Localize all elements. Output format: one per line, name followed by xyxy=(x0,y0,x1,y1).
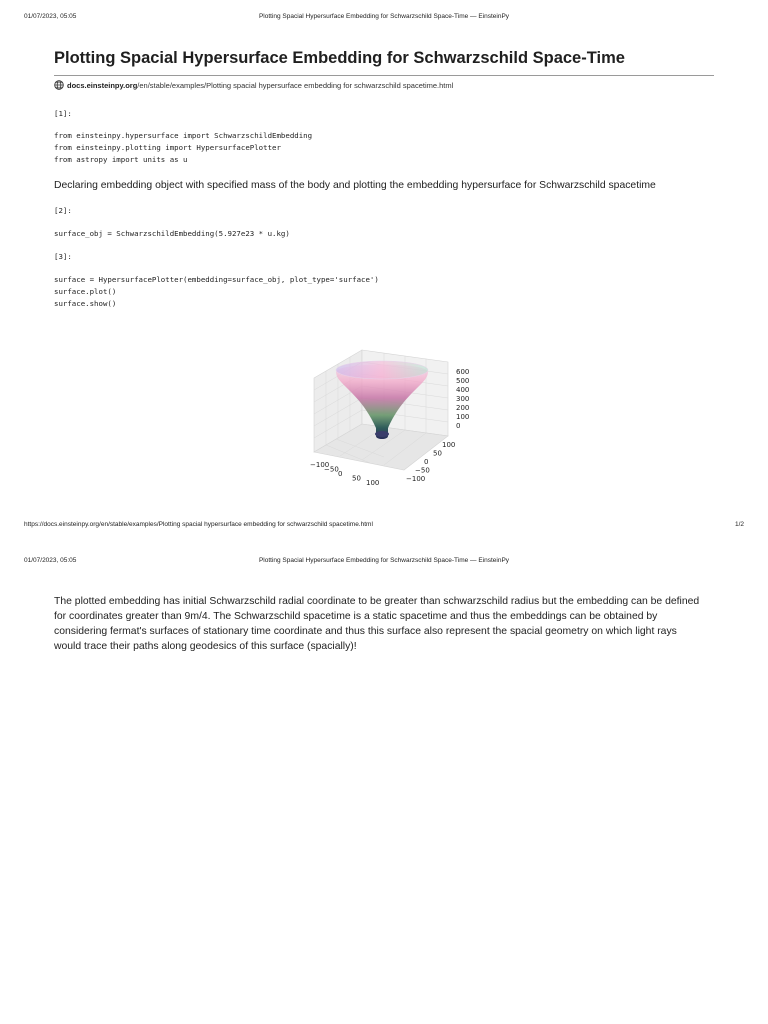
y-tick-label: 100 xyxy=(442,441,456,449)
x-tick-label: 0 xyxy=(338,470,343,478)
x-tick-label: −50 xyxy=(324,465,339,474)
z-tick-label: 200 xyxy=(456,404,470,412)
source-url[interactable] xyxy=(54,80,453,90)
cell-3-code: surface = HypersurfacePlotter(embedding=surface_obj, plot_type='surface') surface.plot() surface.show() xyxy=(54,275,379,308)
z-axis-ticks xyxy=(456,368,469,430)
page-number: 1/2 xyxy=(734,521,744,528)
y-tick-label: −50 xyxy=(415,466,430,475)
cell-2-code: surface_obj = SchwarzschildEmbedding(5.927e23 * u.kg) xyxy=(54,229,290,238)
globe-icon xyxy=(54,80,64,90)
print-date: 01/07/2023, 05:05 xyxy=(24,13,77,20)
z-tick-label: 300 xyxy=(456,395,470,403)
cell-1-prompt: [1]: xyxy=(54,109,72,118)
print-title: Plotting Spacial Hypersurface Embedding for Schwarzschild Space-Time — EinsteinPy xyxy=(258,13,510,20)
z-tick-label: 500 xyxy=(456,377,470,385)
cell-1-code: from einsteinpy.hypersurface import SchwarzschildEmbedding from einsteinpy.plotting import HypersurfacePlotter from astropy import units as u xyxy=(54,131,313,164)
y-tick-label: −100 xyxy=(406,475,426,483)
z-tick-label: 600 xyxy=(456,368,470,376)
surface-plot xyxy=(300,332,490,492)
z-tick-label: 400 xyxy=(456,386,470,394)
cell-2-prompt: [2]: xyxy=(54,206,72,215)
y-tick-label: 50 xyxy=(433,449,442,458)
footer-url: https://docs.einsteinpy.org/en/stable/examples/Plotting spacial hypersurface embedding for schwarzschild spacetime.html xyxy=(24,521,373,528)
page-title: Plotting Spacial Hypersurface Embedding for Schwarzschild Space-Time xyxy=(54,49,625,67)
cell-3-prompt: [3]: xyxy=(54,252,72,261)
conclusion-paragraph: The plotted embedding has initial Schwarzschild radial coordinate to be greater than schwarzschild radius but the embedding can be defined for coordinates greater than 9m/4. The Schwarzschild spacetime is a static spacetime and thus the embeddings can be obtained by considering fermat's surfaces of stationary time coordinate and thus this surface also represent the spacial geometry on which light rays would trace their paths along geodesics of this surface (spacially)! xyxy=(54,596,700,652)
url-path: /en/stable/examples/Plotting spacial hypersurface embedding for schwarzschild spacetime.html xyxy=(137,80,454,90)
print-title: Plotting Spacial Hypersurface Embedding for Schwarzschild Space-Time — EinsteinPy xyxy=(258,557,510,564)
x-axis-ticks xyxy=(310,461,379,487)
print-date: 01/07/2023, 05:05 xyxy=(24,557,77,564)
z-tick-label: 100 xyxy=(456,413,470,421)
z-tick-label: 0 xyxy=(456,422,461,430)
x-tick-label: 100 xyxy=(366,479,380,487)
y-tick-label: 0 xyxy=(424,458,429,466)
url-domain: docs.einsteinpy.org xyxy=(67,80,138,90)
markdown-text-1: Declaring embedding object with specified mass of the body and plotting the embedding hypersurface for Schwarzschild spacetime xyxy=(54,180,656,191)
x-tick-label: −100 xyxy=(310,461,330,469)
x-tick-label: 50 xyxy=(352,474,361,483)
title-divider xyxy=(54,75,714,76)
